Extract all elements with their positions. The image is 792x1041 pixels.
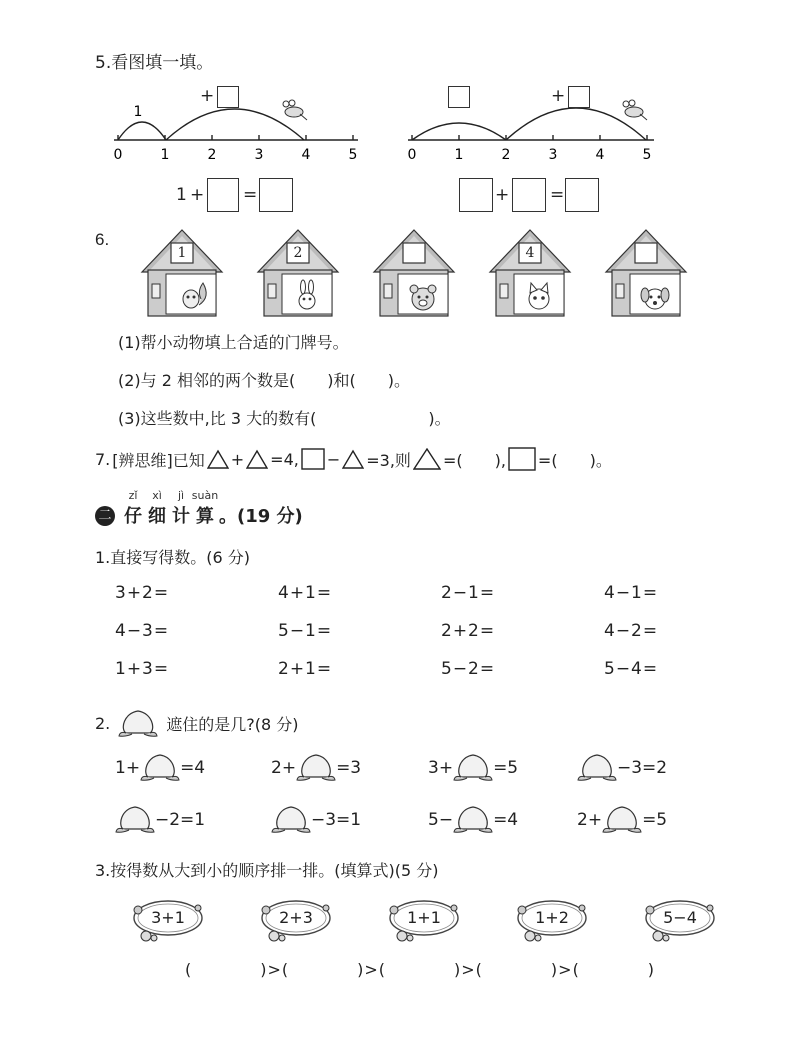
peach-equation[interactable] bbox=[577, 752, 667, 784]
answer-box-right-2[interactable] bbox=[512, 178, 546, 212]
square-icon bbox=[301, 448, 325, 470]
q6-number: 6. bbox=[95, 230, 110, 249]
q7-eq2: =3,则 bbox=[366, 450, 411, 470]
peach-equation[interactable] bbox=[271, 752, 361, 784]
eq-right-equals: = bbox=[550, 185, 566, 205]
tick-label: 1 bbox=[160, 147, 170, 163]
house-drawing bbox=[140, 228, 224, 318]
answer-box-left-1[interactable] bbox=[207, 178, 239, 212]
q6-item-3: (3)这些数中,比 3 大的数有( )。 bbox=[118, 409, 451, 428]
eq-left-equals: = bbox=[243, 185, 259, 205]
plus-sign-right: + bbox=[551, 86, 567, 106]
q7-minus: − bbox=[326, 449, 341, 469]
tick-label: 4 bbox=[301, 147, 311, 163]
calc-item[interactable]: 1+3= bbox=[115, 659, 170, 679]
house-drawing bbox=[372, 228, 456, 318]
house-drawing bbox=[488, 228, 572, 318]
eq-left-one: 1 bbox=[176, 185, 188, 205]
s2q3-title: 3.按得数从大到小的顺序排一排。(填算式)(5 分) bbox=[95, 861, 439, 880]
eq-prefix: 2+ bbox=[271, 758, 297, 778]
jump-label-left: 1 bbox=[133, 104, 143, 120]
triangle-icon bbox=[342, 449, 364, 469]
q7-number: 7. bbox=[95, 449, 111, 469]
tick-label: 5 bbox=[642, 147, 652, 163]
pinyin-text: zǐ bbox=[128, 489, 138, 502]
wreath-expression bbox=[512, 894, 592, 946]
pinyin-char bbox=[121, 489, 145, 528]
house-drawing bbox=[604, 228, 688, 318]
peach-icon bbox=[115, 804, 155, 836]
peach-icon bbox=[602, 804, 642, 836]
peach-row-2 bbox=[115, 804, 735, 838]
calc-item[interactable]: 5−2= bbox=[441, 659, 496, 679]
q7-line bbox=[95, 447, 612, 471]
peach-equation[interactable] bbox=[115, 752, 205, 784]
triangle-icon bbox=[207, 449, 229, 469]
calc-item[interactable]: 3+2= bbox=[115, 583, 170, 603]
wreath-expression bbox=[128, 894, 208, 946]
tick-label: 4 bbox=[595, 147, 605, 163]
pinyin-text: jì bbox=[177, 489, 185, 502]
answer-box-left-2[interactable] bbox=[259, 178, 293, 212]
eq-suffix: −3=2 bbox=[617, 758, 668, 778]
calc-item[interactable]: 2+1= bbox=[278, 659, 333, 679]
pinyin-char bbox=[193, 489, 217, 528]
wreath-text: 3+1 bbox=[151, 908, 185, 927]
s2q2-title-line bbox=[95, 707, 299, 739]
hanzi-text: 算 bbox=[196, 506, 214, 527]
eq-left-plus: + bbox=[190, 185, 206, 205]
houses-row bbox=[140, 228, 700, 320]
q7-tag: [辨思维]已知 bbox=[112, 450, 205, 470]
peach-icon bbox=[271, 804, 311, 836]
section2-suffix: 。(19 分) bbox=[219, 506, 303, 527]
q7-answer1[interactable]: =( ), bbox=[442, 450, 506, 470]
tick-label: 0 bbox=[407, 147, 417, 163]
pinyin-text: suàn bbox=[191, 489, 219, 502]
q6-item-2: (2)与 2 相邻的两个数是( )和( )。 bbox=[118, 371, 410, 390]
wreath-expression bbox=[640, 894, 720, 946]
wreath-text: 1+2 bbox=[535, 908, 569, 927]
peach-icon bbox=[453, 804, 493, 836]
s2q2-number: 2. bbox=[95, 713, 111, 733]
eq-prefix: 5− bbox=[428, 810, 454, 830]
triangle-icon bbox=[413, 448, 441, 470]
eq-right-plus: + bbox=[495, 185, 511, 205]
eq-suffix: −3=1 bbox=[311, 810, 362, 830]
section2-header bbox=[95, 489, 303, 528]
q7-answer2[interactable]: =( )。 bbox=[537, 450, 612, 470]
house bbox=[140, 228, 224, 318]
eq-prefix: 3+ bbox=[428, 758, 454, 778]
answer-box-right-3[interactable] bbox=[565, 178, 599, 212]
peach-icon bbox=[296, 752, 336, 784]
peach-icon bbox=[453, 752, 493, 784]
tick-label: 2 bbox=[207, 147, 217, 163]
number-line-right bbox=[402, 82, 666, 168]
plus-sign-left: + bbox=[200, 86, 216, 106]
s2q1-title: 1.直接写得数。(6 分) bbox=[95, 548, 251, 567]
house-number: 4 bbox=[525, 245, 535, 261]
hanzi-text: 细 bbox=[148, 506, 166, 527]
house-number: 1 bbox=[177, 245, 187, 261]
pinyin-text: xì bbox=[152, 489, 162, 502]
eq-suffix: =5 bbox=[642, 810, 668, 830]
house bbox=[604, 228, 688, 318]
calc-item[interactable]: 4−2= bbox=[604, 621, 659, 641]
calc-item[interactable]: 2−1= bbox=[441, 583, 496, 603]
answer-box-right-1[interactable] bbox=[459, 178, 493, 212]
eq-suffix: −2=1 bbox=[155, 810, 206, 830]
peach-equation[interactable] bbox=[577, 804, 667, 836]
answer-box-jump-right-1[interactable] bbox=[448, 86, 470, 108]
tick-label: 3 bbox=[548, 147, 558, 163]
q7-plus: + bbox=[230, 449, 245, 469]
eq-prefix: 2+ bbox=[577, 810, 603, 830]
tick-label: 0 bbox=[113, 147, 123, 163]
house bbox=[256, 228, 340, 318]
calc-item[interactable]: 2+2= bbox=[441, 621, 496, 641]
pinyin-char bbox=[145, 489, 169, 528]
calc-grid bbox=[115, 583, 715, 693]
triangle-icon bbox=[246, 449, 268, 469]
tick-label: 3 bbox=[254, 147, 264, 163]
wreath-expression bbox=[384, 894, 464, 946]
frog-icon bbox=[623, 100, 647, 120]
s2q2-title: 遮住的是几?(8 分) bbox=[166, 714, 299, 734]
eq-suffix: =5 bbox=[493, 758, 519, 778]
peach-icon bbox=[577, 752, 617, 784]
calc-item[interactable]: 5−1= bbox=[278, 621, 333, 641]
hanzi-text: 计 bbox=[172, 506, 190, 527]
house-number[interactable] bbox=[403, 243, 425, 263]
eq-prefix: 1+ bbox=[115, 758, 141, 778]
peach-equation[interactable] bbox=[115, 804, 205, 836]
section-badge: 二 bbox=[95, 506, 115, 526]
peach-icon bbox=[140, 752, 180, 784]
answer-box-jump-left[interactable] bbox=[217, 86, 239, 108]
tick-label: 1 bbox=[454, 147, 464, 163]
q7-eq1: =4, bbox=[270, 449, 299, 469]
wreath-expression bbox=[256, 894, 336, 946]
square-icon bbox=[508, 447, 536, 471]
house-number: 2 bbox=[293, 245, 303, 261]
house-drawing bbox=[256, 228, 340, 318]
q6-item-1: (1)帮小动物填上合适的门牌号。 bbox=[118, 333, 349, 352]
pinyin-char bbox=[169, 489, 193, 528]
house bbox=[372, 228, 456, 318]
peach-icon bbox=[116, 707, 160, 739]
eq-suffix: =4 bbox=[493, 810, 519, 830]
house-number[interactable] bbox=[635, 243, 657, 263]
wreaths-row bbox=[128, 894, 738, 948]
answer-box-jump-right-2[interactable] bbox=[568, 86, 590, 108]
tick-label: 5 bbox=[348, 147, 358, 163]
house bbox=[488, 228, 572, 318]
q5-title: 5.看图填一填。 bbox=[95, 53, 214, 73]
frog-icon bbox=[283, 100, 307, 120]
wreath-text: 2+3 bbox=[279, 908, 313, 927]
calc-item[interactable]: 4−1= bbox=[604, 583, 659, 603]
peach-equation[interactable] bbox=[271, 804, 361, 836]
peach-row-1 bbox=[115, 752, 735, 786]
calc-item[interactable]: 5−4= bbox=[604, 659, 659, 679]
hanzi-text: 仔 bbox=[124, 506, 142, 527]
peach-equation[interactable] bbox=[428, 804, 518, 836]
eq-suffix: =4 bbox=[180, 758, 206, 778]
calc-item[interactable]: 4+1= bbox=[278, 583, 333, 603]
calc-item[interactable]: 4−3= bbox=[115, 621, 170, 641]
peach-equation[interactable] bbox=[428, 752, 518, 784]
wreath-text: 1+1 bbox=[407, 908, 441, 927]
eq-suffix: =3 bbox=[336, 758, 362, 778]
wreath-text: 5−4 bbox=[663, 908, 697, 927]
s2q3-answer-line[interactable]: ( )>( )>( )>( )>( ) bbox=[185, 960, 656, 979]
tick-label: 2 bbox=[501, 147, 511, 163]
